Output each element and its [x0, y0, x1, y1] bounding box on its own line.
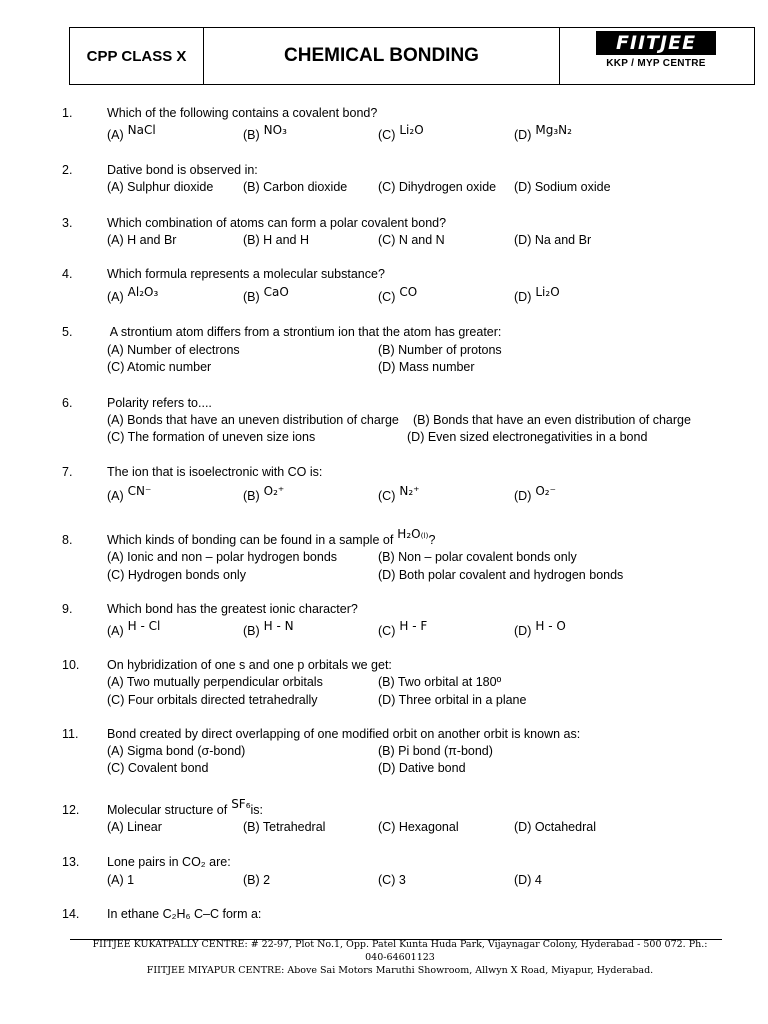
- logo-cell: [560, 28, 754, 84]
- option-a: (A) H - Cl: [107, 619, 161, 638]
- question-number: 12.: [62, 803, 80, 817]
- option-c: (C) Li₂O: [378, 123, 424, 142]
- option-d: (D) Dative bond: [378, 761, 466, 775]
- option-b: (B) CaO: [243, 285, 289, 304]
- option-a: (A) Number of electrons: [107, 343, 240, 357]
- question-stem: A strontium atom differs from a strontium ion that the atom has greater:: [107, 325, 502, 339]
- footer-line-1: FIITJEE KUKATPALLY CENTRE: # 22-97, Plot No.1, Opp. Patel Kunta Huda Park, Vijaynagar Colony, Hyderabad - 500 072. Ph.:: [92, 939, 708, 950]
- option-a: (A) Sigma bond (σ-bond): [107, 744, 246, 758]
- option-a: (A) Bonds that have an uneven distribution of charge: [107, 413, 399, 427]
- option-b: (B) Bonds that have an even distribution of charge: [413, 413, 691, 427]
- question-stem: Which bond has the greatest ionic character?: [107, 602, 358, 616]
- question-number: 4.: [62, 267, 73, 281]
- question-stem: Which formula represents a molecular substance?: [107, 267, 385, 281]
- option-b: (B) Pi bond (π-bond): [378, 744, 493, 758]
- option-b: (B) Number of protons: [378, 343, 502, 357]
- option-a: (A) NaCl: [107, 123, 156, 142]
- question-number: 6.: [62, 396, 73, 410]
- option-a: (A) 1: [107, 873, 135, 887]
- option-b: (B) 2: [243, 873, 271, 887]
- question-stem: On hybridization of one s and one p orbitals we get:: [107, 658, 392, 672]
- question-stem: Lone pairs in CO₂ are:: [107, 855, 231, 869]
- option-b: (B) H and H: [243, 233, 309, 247]
- option-b: (B) H - N: [243, 619, 294, 638]
- question-number: 10.: [62, 658, 80, 672]
- question-stem: Which kinds of bonding can be found in a sample of H₂O₍ₗ₎?: [107, 527, 436, 547]
- option-c: (C) Four orbitals directed tetrahedrally: [107, 693, 318, 707]
- option-a: (A) Linear: [107, 820, 162, 834]
- question-number: 14.: [62, 907, 80, 921]
- option-c: (C) Dihydrogen oxide: [378, 180, 497, 194]
- option-d: (D) Mass number: [378, 360, 475, 374]
- question-number: 11.: [62, 727, 79, 741]
- header-box: [69, 27, 755, 85]
- question-number: 13.: [62, 855, 80, 869]
- option-c: (C) Atomic number: [107, 360, 212, 374]
- option-b: (B) Non – polar covalent bonds only: [378, 550, 577, 564]
- option-d: (D) Na and Br: [514, 233, 592, 247]
- question-stem: Dative bond is observed in:: [107, 163, 258, 177]
- option-b: (B) Tetrahedral: [243, 820, 326, 834]
- question-number: 8.: [62, 533, 73, 547]
- fiitjee-logo: FIITJEE: [596, 31, 716, 55]
- question-number: 1.: [62, 106, 73, 120]
- question-stem: Which of the following contains a covalent bond?: [107, 106, 378, 120]
- option-c: (C) Hexagonal: [378, 820, 459, 834]
- option-d: (D) Mg₃N₂: [514, 123, 572, 142]
- option-c: (C) N₂⁺: [378, 484, 420, 503]
- centre-label: KKP / MYP CENTRE: [606, 58, 706, 69]
- option-d: (D) Octahedral: [514, 820, 596, 834]
- option-b: (B) O₂⁺: [243, 484, 285, 503]
- option-b: (B) Carbon dioxide: [243, 180, 348, 194]
- option-d: (D) H - O: [514, 619, 566, 638]
- option-c: (C) CO: [378, 285, 418, 304]
- option-c: (C) 3: [378, 873, 406, 887]
- option-d: (D) Three orbital in a plane: [378, 693, 527, 707]
- option-b: (B) Two orbital at 180º: [378, 675, 502, 689]
- question-stem: Bond created by direct overlapping of one modified orbit on another orbit is known as:: [107, 727, 581, 741]
- option-c: (C) The formation of uneven size ions: [107, 430, 316, 444]
- option-a: (A) Al₂O₃: [107, 285, 159, 304]
- footer-line-2: 040-64601123: [365, 952, 435, 963]
- option-c: (C) N and N: [378, 233, 445, 247]
- option-d: (D) Sodium oxide: [514, 180, 611, 194]
- option-d: (D) 4: [514, 873, 542, 887]
- question-stem: Polarity refers to....: [107, 396, 212, 410]
- option-d: (D) O₂⁻: [514, 484, 556, 503]
- question-number: 7.: [62, 465, 73, 479]
- option-d: (D) Li₂O: [514, 285, 560, 304]
- option-c: (C) Hydrogen bonds only: [107, 568, 246, 582]
- option-b: (B) NO₃: [243, 123, 287, 142]
- option-d: (D) Both polar covalent and hydrogen bonds: [378, 568, 624, 582]
- option-a: (A) Ionic and non – polar hydrogen bonds: [107, 550, 338, 564]
- question-stem: Which combination of atoms can form a polar covalent bond?: [107, 216, 447, 230]
- question-number: 9.: [62, 602, 73, 616]
- option-a: (A) CN⁻: [107, 484, 152, 503]
- page-title: CHEMICAL BONDING: [204, 28, 560, 84]
- footer-line-3: FIITJEE MIYAPUR CENTRE: Above Sai Motors Maruthi Showroom, Allwyn X Road, Miyapur, Hyderabad.: [146, 965, 654, 976]
- class-label: CPP CLASS X: [70, 28, 204, 84]
- question-stem: Molecular structure of SF₆is:: [107, 797, 264, 817]
- question-number: 3.: [62, 216, 73, 230]
- option-d: (D) Even sized electronegativities in a bond: [407, 430, 648, 444]
- question-number: 2.: [62, 163, 73, 177]
- option-a: (A) H and Br: [107, 233, 177, 247]
- question-stem: The ion that is isoelectronic with CO is:: [107, 465, 323, 479]
- option-a: (A) Sulphur dioxide: [107, 180, 214, 194]
- option-c: (C) Covalent bond: [107, 761, 209, 775]
- option-a: (A) Two mutually perpendicular orbitals: [107, 675, 323, 689]
- question-number: 5.: [62, 325, 73, 339]
- question-stem: In ethane C₂H₆ C–C form a:: [107, 907, 262, 921]
- option-c: (C) H - F: [378, 619, 428, 638]
